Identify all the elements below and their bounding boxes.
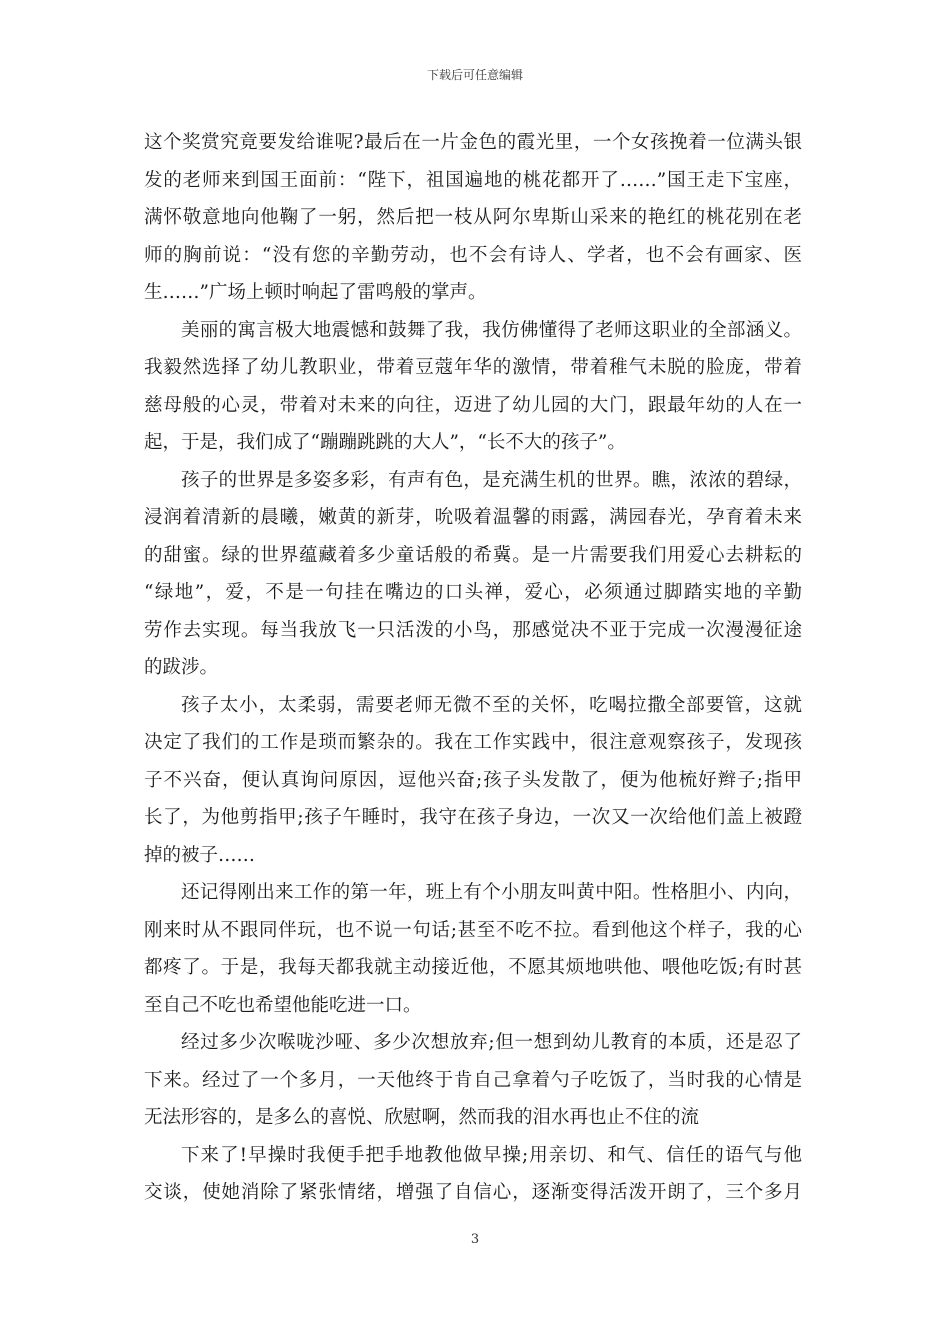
- text-line: 至自己不吃也希望他能吃进一口。: [144, 994, 422, 1016]
- paragraph-first-line: 美丽的寓言极大地震憾和鼓舞了我，我仿佛懂得了老师这职业的全部涵义。: [181, 319, 802, 341]
- text-line: 起，于是，我们成了“蹦蹦跳跳的大人”，“长不大的孩子”。: [144, 432, 626, 453]
- paragraph-first-line: 孩子的世界是多姿多彩，有声有色，是充满生机的世界。瞧，浓浓的碧绿，: [181, 469, 802, 491]
- text-line: 发的老师来到国王面前：“陛下，祖国遍地的桃花都开了……”国王走下宝座，: [144, 169, 802, 191]
- text-line: 刚来时从不跟同伴玩，也不说一句话;甚至不吃不拉。看到他这个样子，我的心: [144, 919, 802, 941]
- document-body: [144, 124, 802, 1212]
- text-line: 掉的被子……: [144, 844, 256, 866]
- text-line: 的甜蜜。绿的世界蕴藏着多少童话般的希冀。是一片需要我们用爱心去耕耘的: [144, 544, 802, 566]
- text-line: “绿地”，爱，不是一句挂在嘴边的口头禅，爱心，必须通过脚踏实地的辛勤: [144, 582, 802, 603]
- text-line: 交谈，使她消除了紧张情绪，增强了自信心，逐渐变得活泼开朗了，三个多月: [144, 1182, 802, 1203]
- text-line: 慈母般的心灵，带着对未来的向往，迈进了幼儿园的大门，跟最年幼的人在一: [144, 394, 802, 416]
- text-line: 长了，为他剪指甲;孩子午睡时，我守在孩子身边，一次又一次给他们盖上被蹬: [144, 807, 802, 828]
- paragraph-first-line: 孩子太小，太柔弱，需要老师无微不至的关怀，吃喝拉撒全部要管，这就: [181, 694, 802, 716]
- text-line: 满怀敬意地向他鞠了一躬，然后把一枝从阿尔卑斯山采来的艳红的桃花别在老: [144, 207, 802, 228]
- page-number: 3: [470, 1232, 480, 1247]
- text-line: 决定了我们的工作是琐而繁杂的。我在工作实践中，很注意观察孩子，发现孩: [144, 732, 802, 753]
- text-line: 我毅然选择了幼儿教职业，带着豆蔻年华的激情，带着稚气未脱的脸庞，带着: [144, 357, 802, 378]
- text-line: 师的胸前说：“没有您的辛勤劳动，也不会有诗人、学者，也不会有画家、医: [144, 244, 802, 266]
- text-line: 劳作去实现。每当我放飞一只活泼的小鸟，那感觉决不亚于完成一次漫漫征途: [144, 619, 802, 641]
- text-line: 的跋涉。: [144, 657, 219, 678]
- text-line: 这个奖赏究竟要发给谁呢?最后在一片金色的霞光里，一个女孩挽着一位满头银: [144, 132, 802, 153]
- text-line: 浸润着清新的晨曦，嫩黄的新芽，吮吸着温馨的雨露，满园春光，孕育着未来: [144, 507, 802, 528]
- paragraph-first-line: 下来了!早操时我便手把手地教他做早操;用亲切、和气、信任的语气与他: [181, 1144, 802, 1166]
- text-line: 无法形容的，是多么的喜悦、欣慰啊，然而我的泪水再也止不住的流: [144, 1107, 700, 1128]
- page-header: 下载后可任意编辑: [426, 68, 523, 82]
- text-line: 子不兴奋，便认真询问原因，逗他兴奋;孩子头发散了，便为他梳好辫子;指甲: [144, 769, 802, 791]
- paragraph-first-line: 还记得刚出来工作的第一年，班上有个小朋友叫黄中阳。性格胆小、内向，: [181, 882, 802, 903]
- text-line: 下来。经过了一个多月，一天他终于肯自己拿着勺子吃饭了，当时我的心情是: [144, 1069, 802, 1091]
- paragraph-first-line: 经过多少次喉咙沙哑、多少次想放弃;但一想到幼儿教育的本质，还是忍了: [181, 1032, 802, 1053]
- text-line: 都疼了。于是，我每天都我就主动接近他，不愿其烦地哄他、喂他吃饭;有时甚: [144, 957, 802, 978]
- text-line: 生……”广场上顿时响起了雷鸣般的掌声。: [144, 282, 487, 303]
